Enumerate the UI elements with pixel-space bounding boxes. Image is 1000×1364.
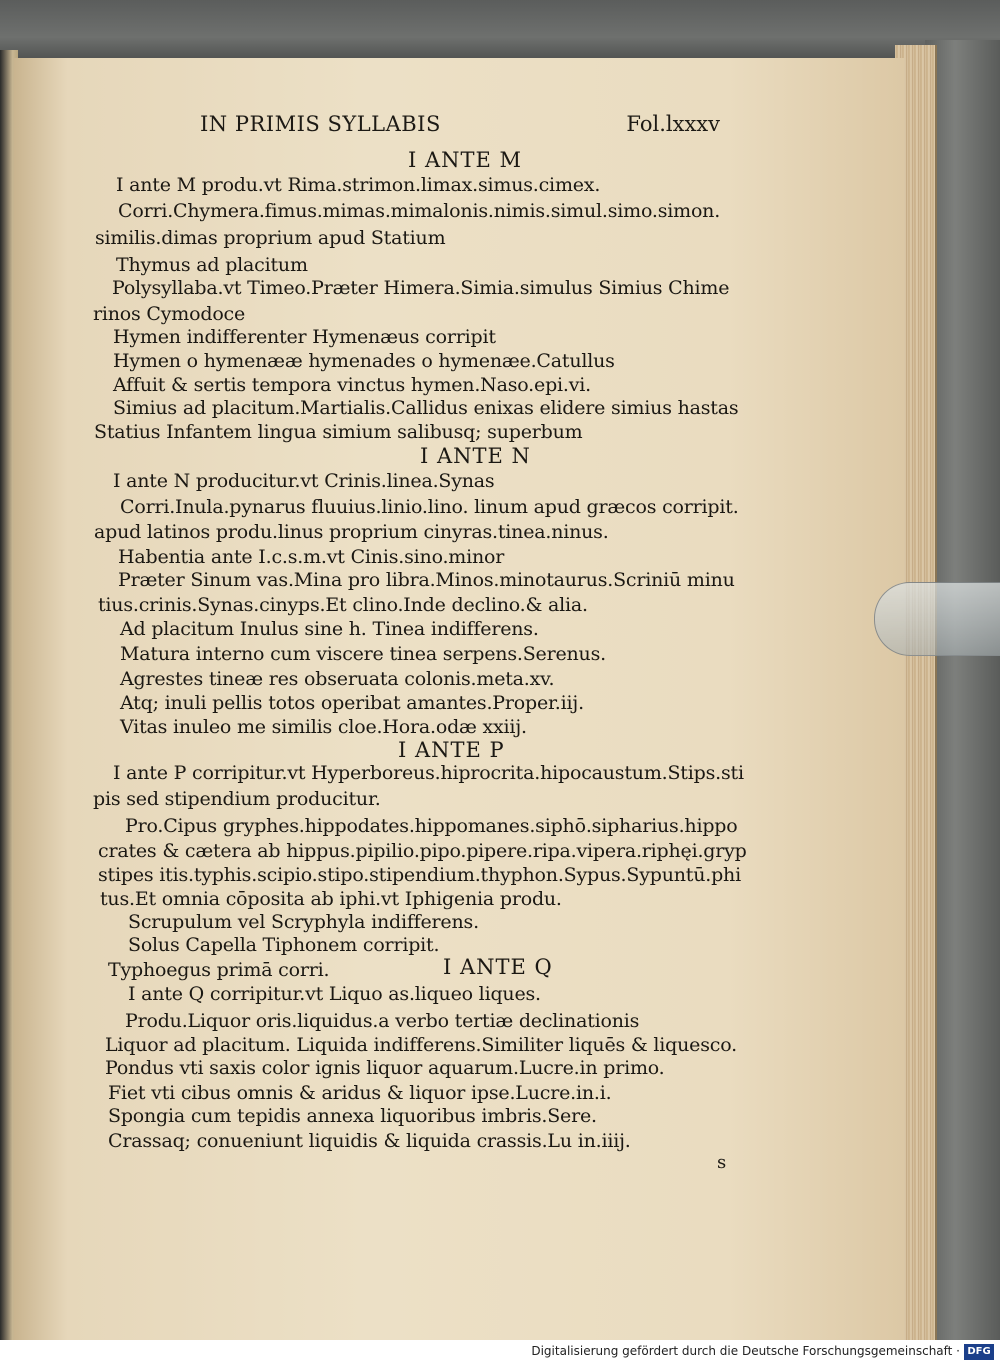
text-line: Matura interno cum viscere tinea serpens.Serenus. [120,643,606,665]
text-line: Scrupulum vel Scryphyla indifferens. [128,911,479,933]
text-line: Pro.Cipus gryphes.hippodates.hippomanes.siphō.sipharius.hippo [125,815,738,837]
text-line: Pondus vti saxis color ignis liquor aquarum.Lucre.in primo. [105,1057,665,1079]
text-line: I ante M produ.vt Rima.strimon.limax.simus.cimex. [116,174,601,196]
text-line: Solus Capella Tiphonem corripit. [128,934,440,956]
text-line: crates & cætera ab hippus.pipilio.pipo.pipere.ripa.vipera.riphęi.gryp [98,840,747,862]
text-line: Præter Sinum vas.Mina pro libra.Minos.minotaurus.Scriniū minu [118,569,735,591]
text-line: Ad placitum Inulus sine h. Tinea indifferens. [120,618,539,640]
text-line: Affuit & sertis tempora vinctus hymen.Naso.epi.vi. [113,374,591,396]
text-line: Fiet vti cibus omnis & aridus & liquor ipse.Lucre.in.i. [108,1082,612,1104]
text-line: Atq; inuli pellis totos operibat amantes.Proper.iij. [120,692,584,714]
text-line: rinos Cymodoce [93,303,246,325]
signature-mark: s [717,1152,727,1173]
text-line: I ante P corripitur.vt Hyperboreus.hiprocrita.hipocaustum.Stips.sti [113,762,744,784]
text-block [80,0,780,1340]
text-line: I ante Q corripitur.vt Liquo as.liqueo liques. [128,983,541,1005]
section-heading: I ANTE N [420,444,531,468]
text-line: Polysyllaba.vt Timeo.Præter Himera.Simia.simulus Simius Chime [112,277,730,299]
text-line: tius.crinis.Synas.cinyps.Et clino.Inde declino.& alia. [98,594,588,616]
text-line: Typhoegus primā corri. [108,959,330,981]
text-line: Thymus ad placitum [116,254,308,276]
text-line: I ante N producitur.vt Crinis.linea.Synas [113,470,495,492]
text-line: Statius Infantem lingua simium salibusq; superbum [94,421,583,443]
text-line: pis sed stipendium producitur. [93,788,381,810]
text-line: Simius ad placitum.Martialis.Callidus enixas elidere simius hastas [113,397,739,419]
section-heading: I ANTE Q [443,955,553,979]
text-line: Liquor ad placitum. Liquida indifferens.Similiter liquēs & liquesco. [105,1034,737,1056]
text-line: Crassaq; conueniunt liquidis & liquida crassis.Lu in.iiij. [108,1130,631,1152]
section-heading: I ANTE M [408,148,523,172]
running-head: IN PRIMIS SYLLABIS [200,112,441,136]
text-line: Corri.Inula.pynarus fluuius.linio.lino. linum apud græcos corripit. [120,496,739,518]
section-heading: I ANTE P [398,738,505,762]
text-line: Agrestes tineæ res obseruata colonis.meta.xv. [120,668,555,690]
text-line: stipes itis.typhis.scipio.stipo.stipendium.thyphon.Sypus.Sypuntū.phi [98,864,741,886]
text-line: Habentia ante I.c.s.m.vt Cinis.sino.minor [118,546,505,568]
page-clip [874,582,1000,656]
text-line: Hymen o hymenææ hymenades o hymenæe.Catullus [113,350,615,372]
footer-credit: Digitalisierung gefördert durch die Deutsche Forschungsgemeinschaft · [531,1344,960,1358]
dfg-logo-icon: DFG [964,1344,994,1360]
text-line: apud latinos produ.linus proprium cinyras.tinea.ninus. [94,521,609,543]
footer-bar [0,1340,1000,1364]
text-line: Produ.Liquor oris.liquidus.a verbo tertiæ declinationis [125,1010,640,1032]
text-line: Hymen indifferenter Hymenæus corripit [113,326,496,348]
text-line: Corri.Chymera.fimus.mimas.mimalonis.nimis.simul.simo.simon. [118,200,721,222]
text-line: Spongia cum tepidis annexa liquoribus imbris.Sere. [108,1105,597,1127]
folio-number: Fol.lxxxv [626,112,720,136]
text-line: Vitas inuleo me similis cloe.Hora.odæ xxiij. [120,716,527,738]
text-line: tus.Et omnia cōposita ab iphi.vt Iphigenia produ. [100,888,562,910]
text-line: similis.dimas proprium apud Statium [95,227,446,249]
